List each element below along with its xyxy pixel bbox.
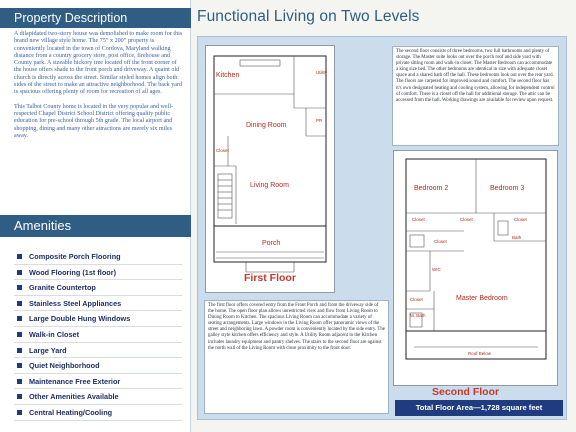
amenity-item: Large Double Hung Windows — [14, 311, 182, 327]
room-closet-c: Closet — [514, 217, 527, 222]
room-closet-b: Closet — [460, 217, 473, 222]
page-title: Functional Living on Two Levels — [197, 8, 420, 25]
amenity-item: Other Amenities Available — [14, 389, 182, 405]
room-porch: Porch — [262, 240, 281, 247]
room-kitchen: Kitchen — [216, 72, 240, 79]
room-master-bedroom: Master Bedroom — [456, 295, 508, 302]
amenity-item: Central Heating/Cooling — [14, 405, 182, 421]
amenity-item: Stainless Steel Appliances — [14, 296, 182, 312]
room-closet-a: Closet — [412, 217, 425, 222]
amenity-item: Walk-in Closet — [14, 327, 182, 343]
room-master-bath: M. Bath — [410, 313, 426, 318]
first-floor-label: First Floor — [244, 272, 296, 284]
room-closet-e: Closet — [410, 297, 423, 302]
amenity-item: Granite Countertop — [14, 280, 182, 296]
room-wic: WIC — [432, 267, 441, 272]
room-living: Living Room — [250, 182, 289, 189]
property-paragraph-2: This Talbot County home is located in the very popular and well-respected Chapel District School District offering quality public education for pre-school through 5th grade. The local airport and shopping, dining and many other attractions are merely six miles away. — [14, 103, 174, 139]
amenities-heading: Amenities — [0, 215, 191, 237]
first-floor-plan — [205, 45, 335, 293]
left-panel — [0, 0, 191, 432]
room-bath: Bath — [512, 235, 522, 240]
room-pr: PR — [316, 118, 323, 123]
amenities-list — [14, 249, 182, 421]
room-closet: Closet — [216, 148, 229, 153]
amenity-item: Composite Porch Flooring — [14, 249, 182, 265]
amenity-item: Wood Flooring (1st floor) — [14, 265, 182, 281]
second-floor-plan — [393, 150, 558, 386]
room-utility: Utility — [316, 70, 327, 75]
second-floor-description: The second floor consists of three bedrooms, two full bathrooms and plenty of storage. The Master suite looks out over the porch roof and side yard with private sitting room and walk-in closet. The Master Bedroom can accommodate a king size bed. The other bedrooms are identical in size with adequate closet space and a shared bath off the hall. These bedrooms look out over the rear yard. The floors are carpeted for improved sound and comfort. The second floor has it's own designated heating and cooling system, allowing for independent control of comfort. There is a closet off the hall for additional storage. The attic can be accessed from the hall. Working drawings are available for review upon request. — [392, 46, 559, 146]
second-floor-label: Second Floor — [432, 386, 500, 398]
property-description-text — [14, 31, 184, 147]
first-floor-description: The first floor offers covered entry from the Front Porch and from the driveway side of the home. The open floor plan allows unrestricted view and flow from Living Room to Dining Room to Kitchen. The spacious Living Room can accommodate a variety of seating arrangements. Large windows in the Living Room offer panoramic views of the street and neighboring lawn. A powder room is conveniently located by the side entry. The galley style kitchen offers efficiency and style. A Utility Room adjacent to the Kitchen includes laundry equipment and pantry shelves. The stairs to the second floor are against the north wall of the Living Room with close proximity to the front door. — [204, 300, 389, 414]
amenity-item: Quiet Neighborhood — [14, 358, 182, 374]
property-paragraph-1: A dilapidated two-story house was demolished to make room for this brand new village style home. The 75” x 200” property is conveniently located in the town of Cordova, Maryland walking distance from a country grocery store, post office, firehouse and County park. A sizeable hickory tree located off the front corner of the house offers shade to the front porch and driveway. A quaint old church is directly across the street. Similar styled homes align both sides of the street to make an attractive neighborhood. The back yard is spacious offering plenty of room for recreation of all ages. — [14, 31, 183, 96]
amenity-item: Maintenance Free Exterior — [14, 374, 182, 390]
amenity-item: Large Yard — [14, 343, 182, 359]
property-description-heading: Property Description — [0, 8, 191, 28]
room-bedroom-2: Bedroom 2 — [414, 185, 449, 192]
room-roof-below: Roof Below — [468, 351, 492, 356]
room-bedroom-3: Bedroom 3 — [490, 185, 525, 192]
total-floor-area: Total Floor Area—1,728 square feet — [395, 400, 563, 416]
first-floor-drawing — [206, 46, 334, 292]
room-dining: Dining Room — [246, 122, 287, 129]
room-closet-d: Closet — [434, 239, 447, 244]
